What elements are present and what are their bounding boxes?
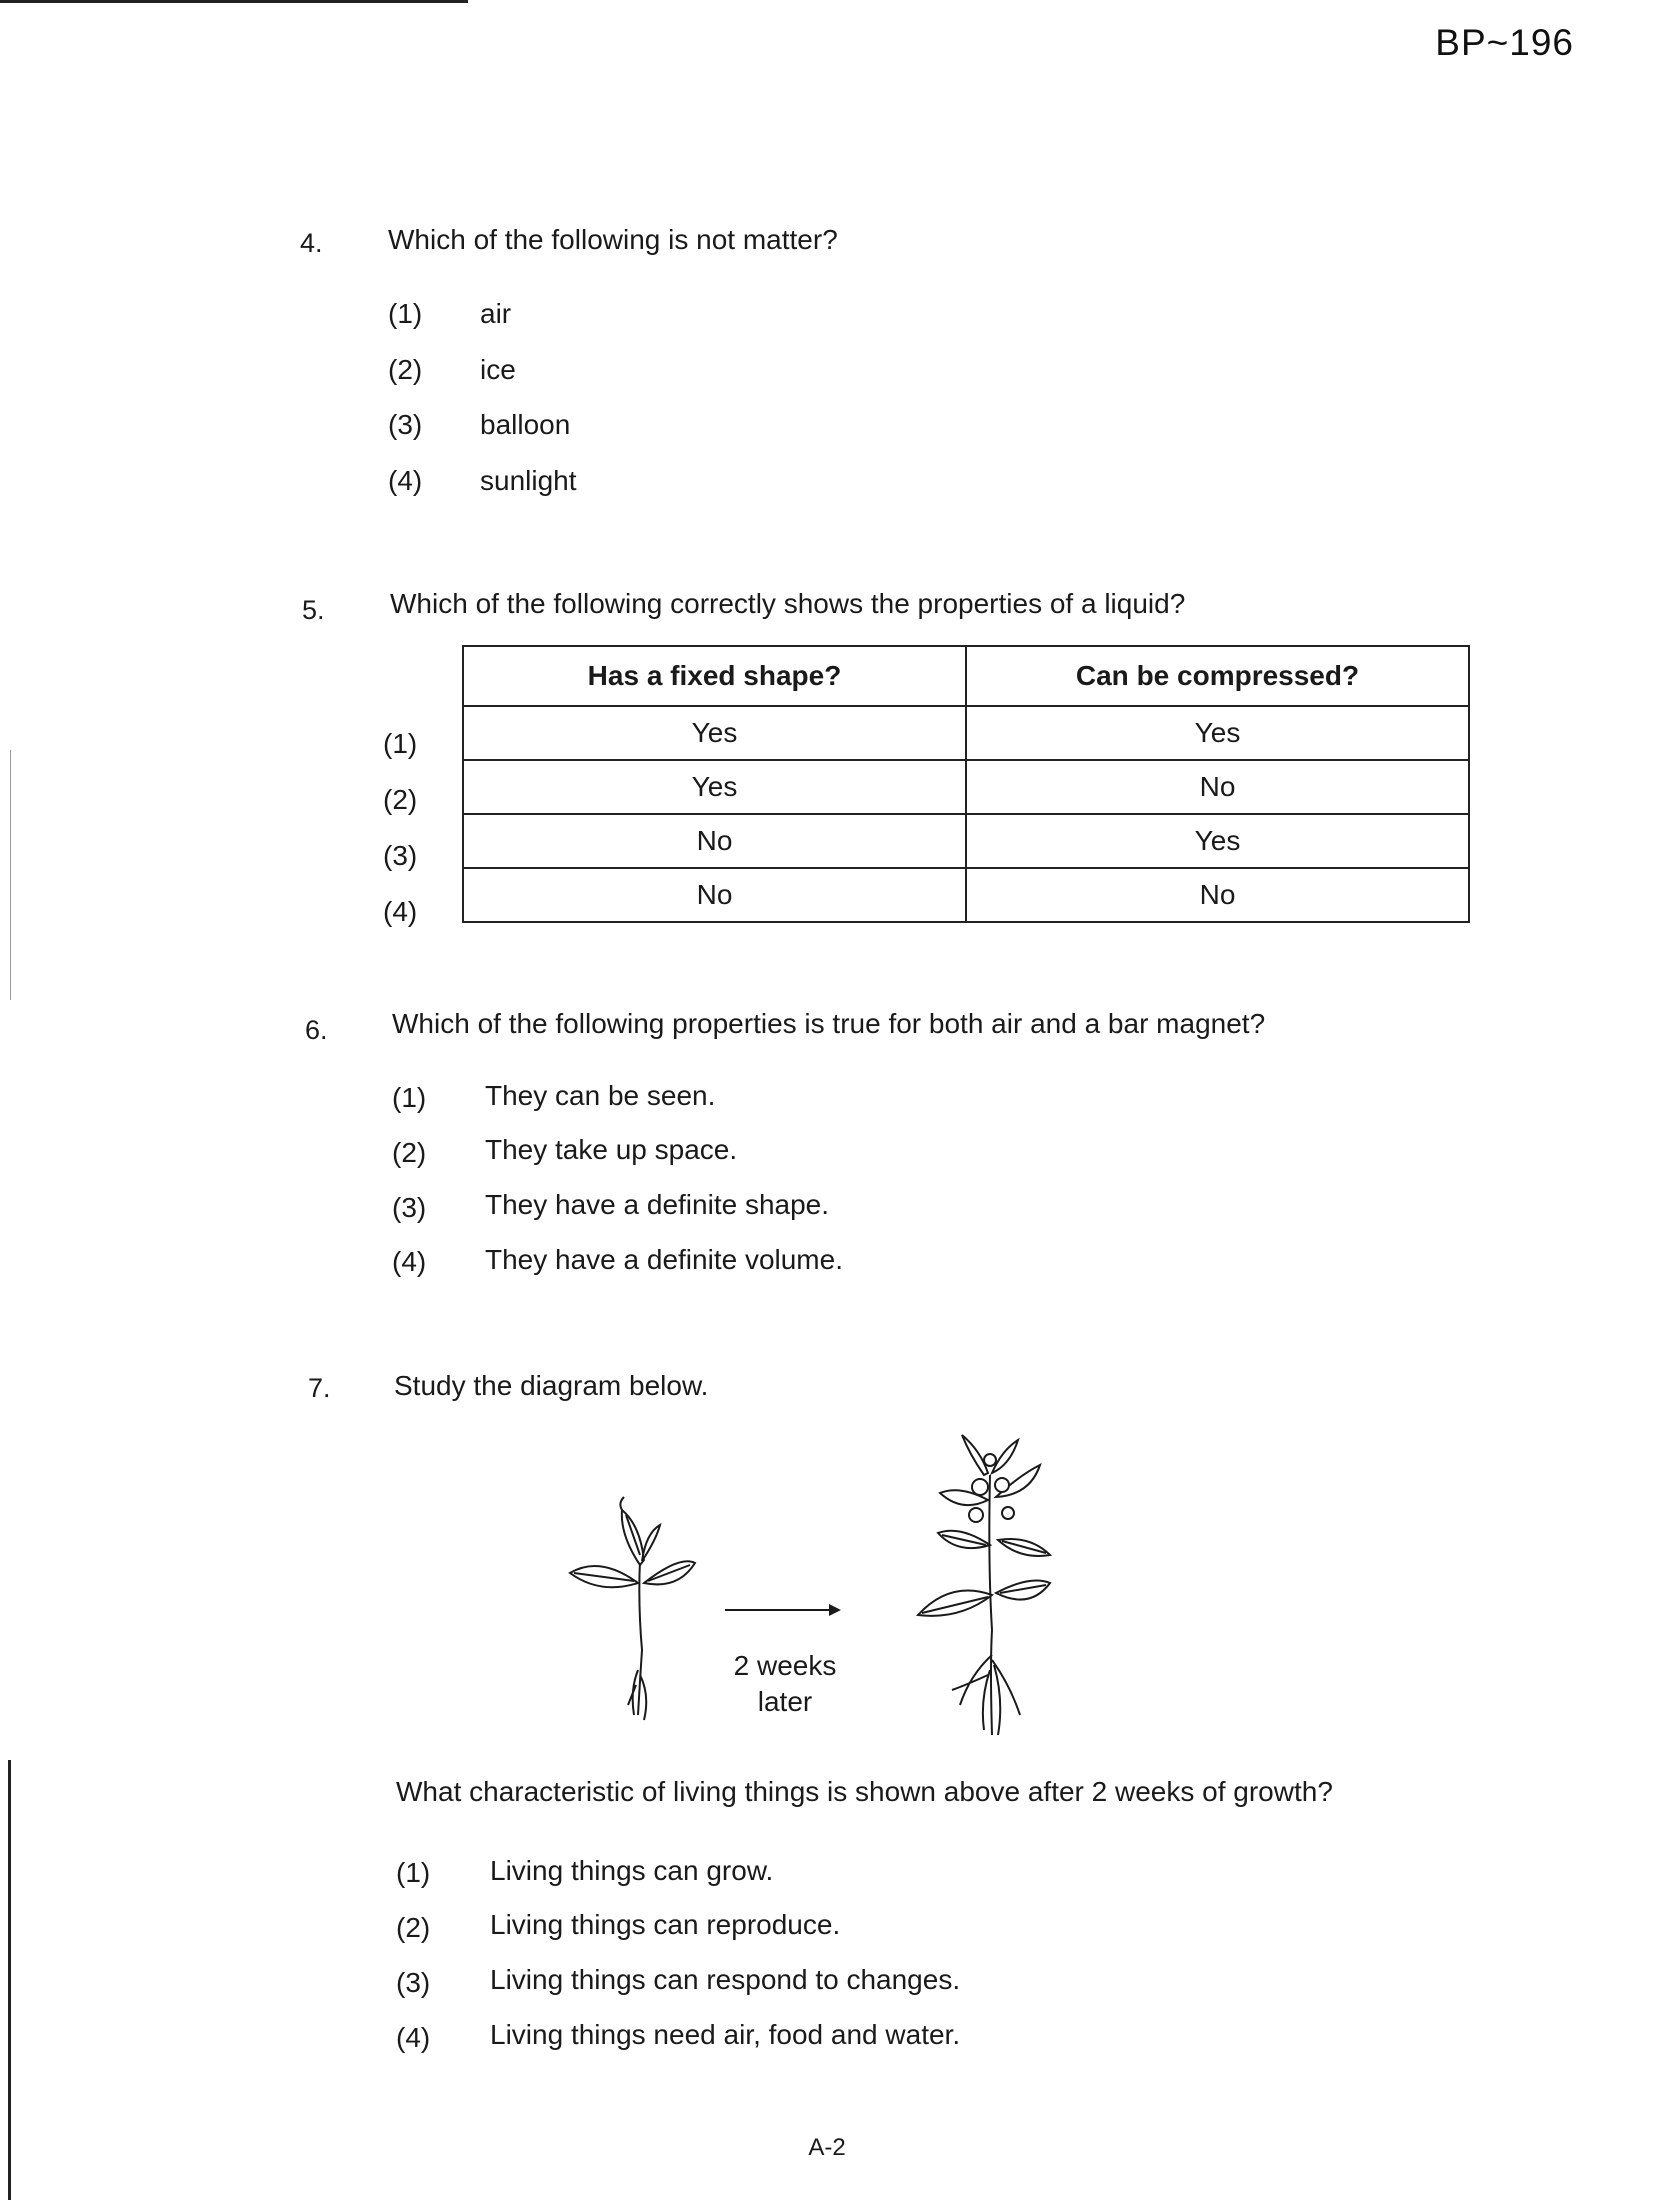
properties-table (462, 645, 1470, 923)
table-row (463, 706, 1469, 760)
option-number: (3) (388, 409, 423, 440)
question-number: 5. (302, 595, 325, 625)
table-cell: Yes (463, 706, 966, 760)
option-number: (2) (388, 354, 423, 385)
page-code: BP~196 (1435, 22, 1574, 63)
scan-edge-left-faint (10, 750, 11, 1000)
table-row-number: (2) (383, 784, 418, 815)
option-number: (4) (396, 2022, 431, 2053)
option-number: (2) (392, 1137, 427, 1168)
question-text: Which of the following correctly shows the properties of a liquid? (390, 588, 1186, 619)
option-text: balloon (480, 409, 571, 440)
question-number: 6. (305, 1015, 328, 1045)
question-followup: What characteristic of living things is shown above after 2 weeks of growth? (396, 1776, 1333, 1807)
table-cell: No (966, 760, 1469, 814)
question-text: Which of the following is not matter? (388, 224, 838, 255)
grown-plant-illustration (880, 1415, 1080, 1745)
option-text: ice (480, 354, 516, 385)
arrow-icon (725, 1595, 845, 1625)
option-text: They take up space. (485, 1134, 738, 1165)
option-number: (4) (388, 465, 423, 496)
arrow-label-line2: later (757, 1686, 813, 1717)
option-text: Living things can reproduce. (490, 1909, 841, 1940)
option-number: (1) (388, 298, 423, 329)
table-row (463, 814, 1469, 868)
option-text: Living things need air, food and water. (490, 2019, 961, 2050)
option-number: (1) (392, 1082, 427, 1113)
option-number: (1) (396, 1857, 431, 1888)
table-cell: Yes (463, 760, 966, 814)
option-text: Living things can respond to changes. (490, 1964, 961, 1995)
seedling-illustration (560, 1415, 700, 1745)
option-text: sunlight (480, 465, 577, 496)
table-header: Has a fixed shape? (463, 646, 966, 706)
scan-edge-top (0, 0, 468, 3)
option-text: They can be seen. (485, 1080, 716, 1111)
page-footer: A-2 (808, 2134, 846, 2161)
option-text: air (480, 298, 512, 329)
question-number: 4. (300, 228, 323, 258)
table-header: Can be compressed? (966, 646, 1469, 706)
option-number: (3) (396, 1967, 431, 1998)
table-row (463, 760, 1469, 814)
table-row-number: (3) (383, 840, 418, 871)
growth-diagram (560, 1415, 1080, 1745)
table-cell: Yes (966, 706, 1469, 760)
option-text: They have a definite volume. (485, 1244, 843, 1275)
option-number: (3) (392, 1192, 427, 1223)
table-row-number: (1) (383, 728, 418, 759)
table-row (463, 868, 1469, 922)
question-text: Which of the following properties is true for both air and a bar magnet? (392, 1008, 1266, 1039)
option-number: (2) (396, 1912, 431, 1943)
table-cell: No (966, 868, 1469, 922)
option-number: (4) (392, 1246, 427, 1277)
arrow-label (720, 1648, 850, 1720)
table-row-number: (4) (383, 896, 418, 927)
question-text: Study the diagram below. (394, 1370, 709, 1401)
table-cell: No (463, 814, 966, 868)
question-number: 7. (308, 1373, 331, 1403)
table-cell: Yes (966, 814, 1469, 868)
arrow-label-line1: 2 weeks (733, 1650, 837, 1681)
option-text: They have a definite shape. (485, 1189, 830, 1220)
table-cell: No (463, 868, 966, 922)
option-text: Living things can grow. (490, 1855, 774, 1886)
